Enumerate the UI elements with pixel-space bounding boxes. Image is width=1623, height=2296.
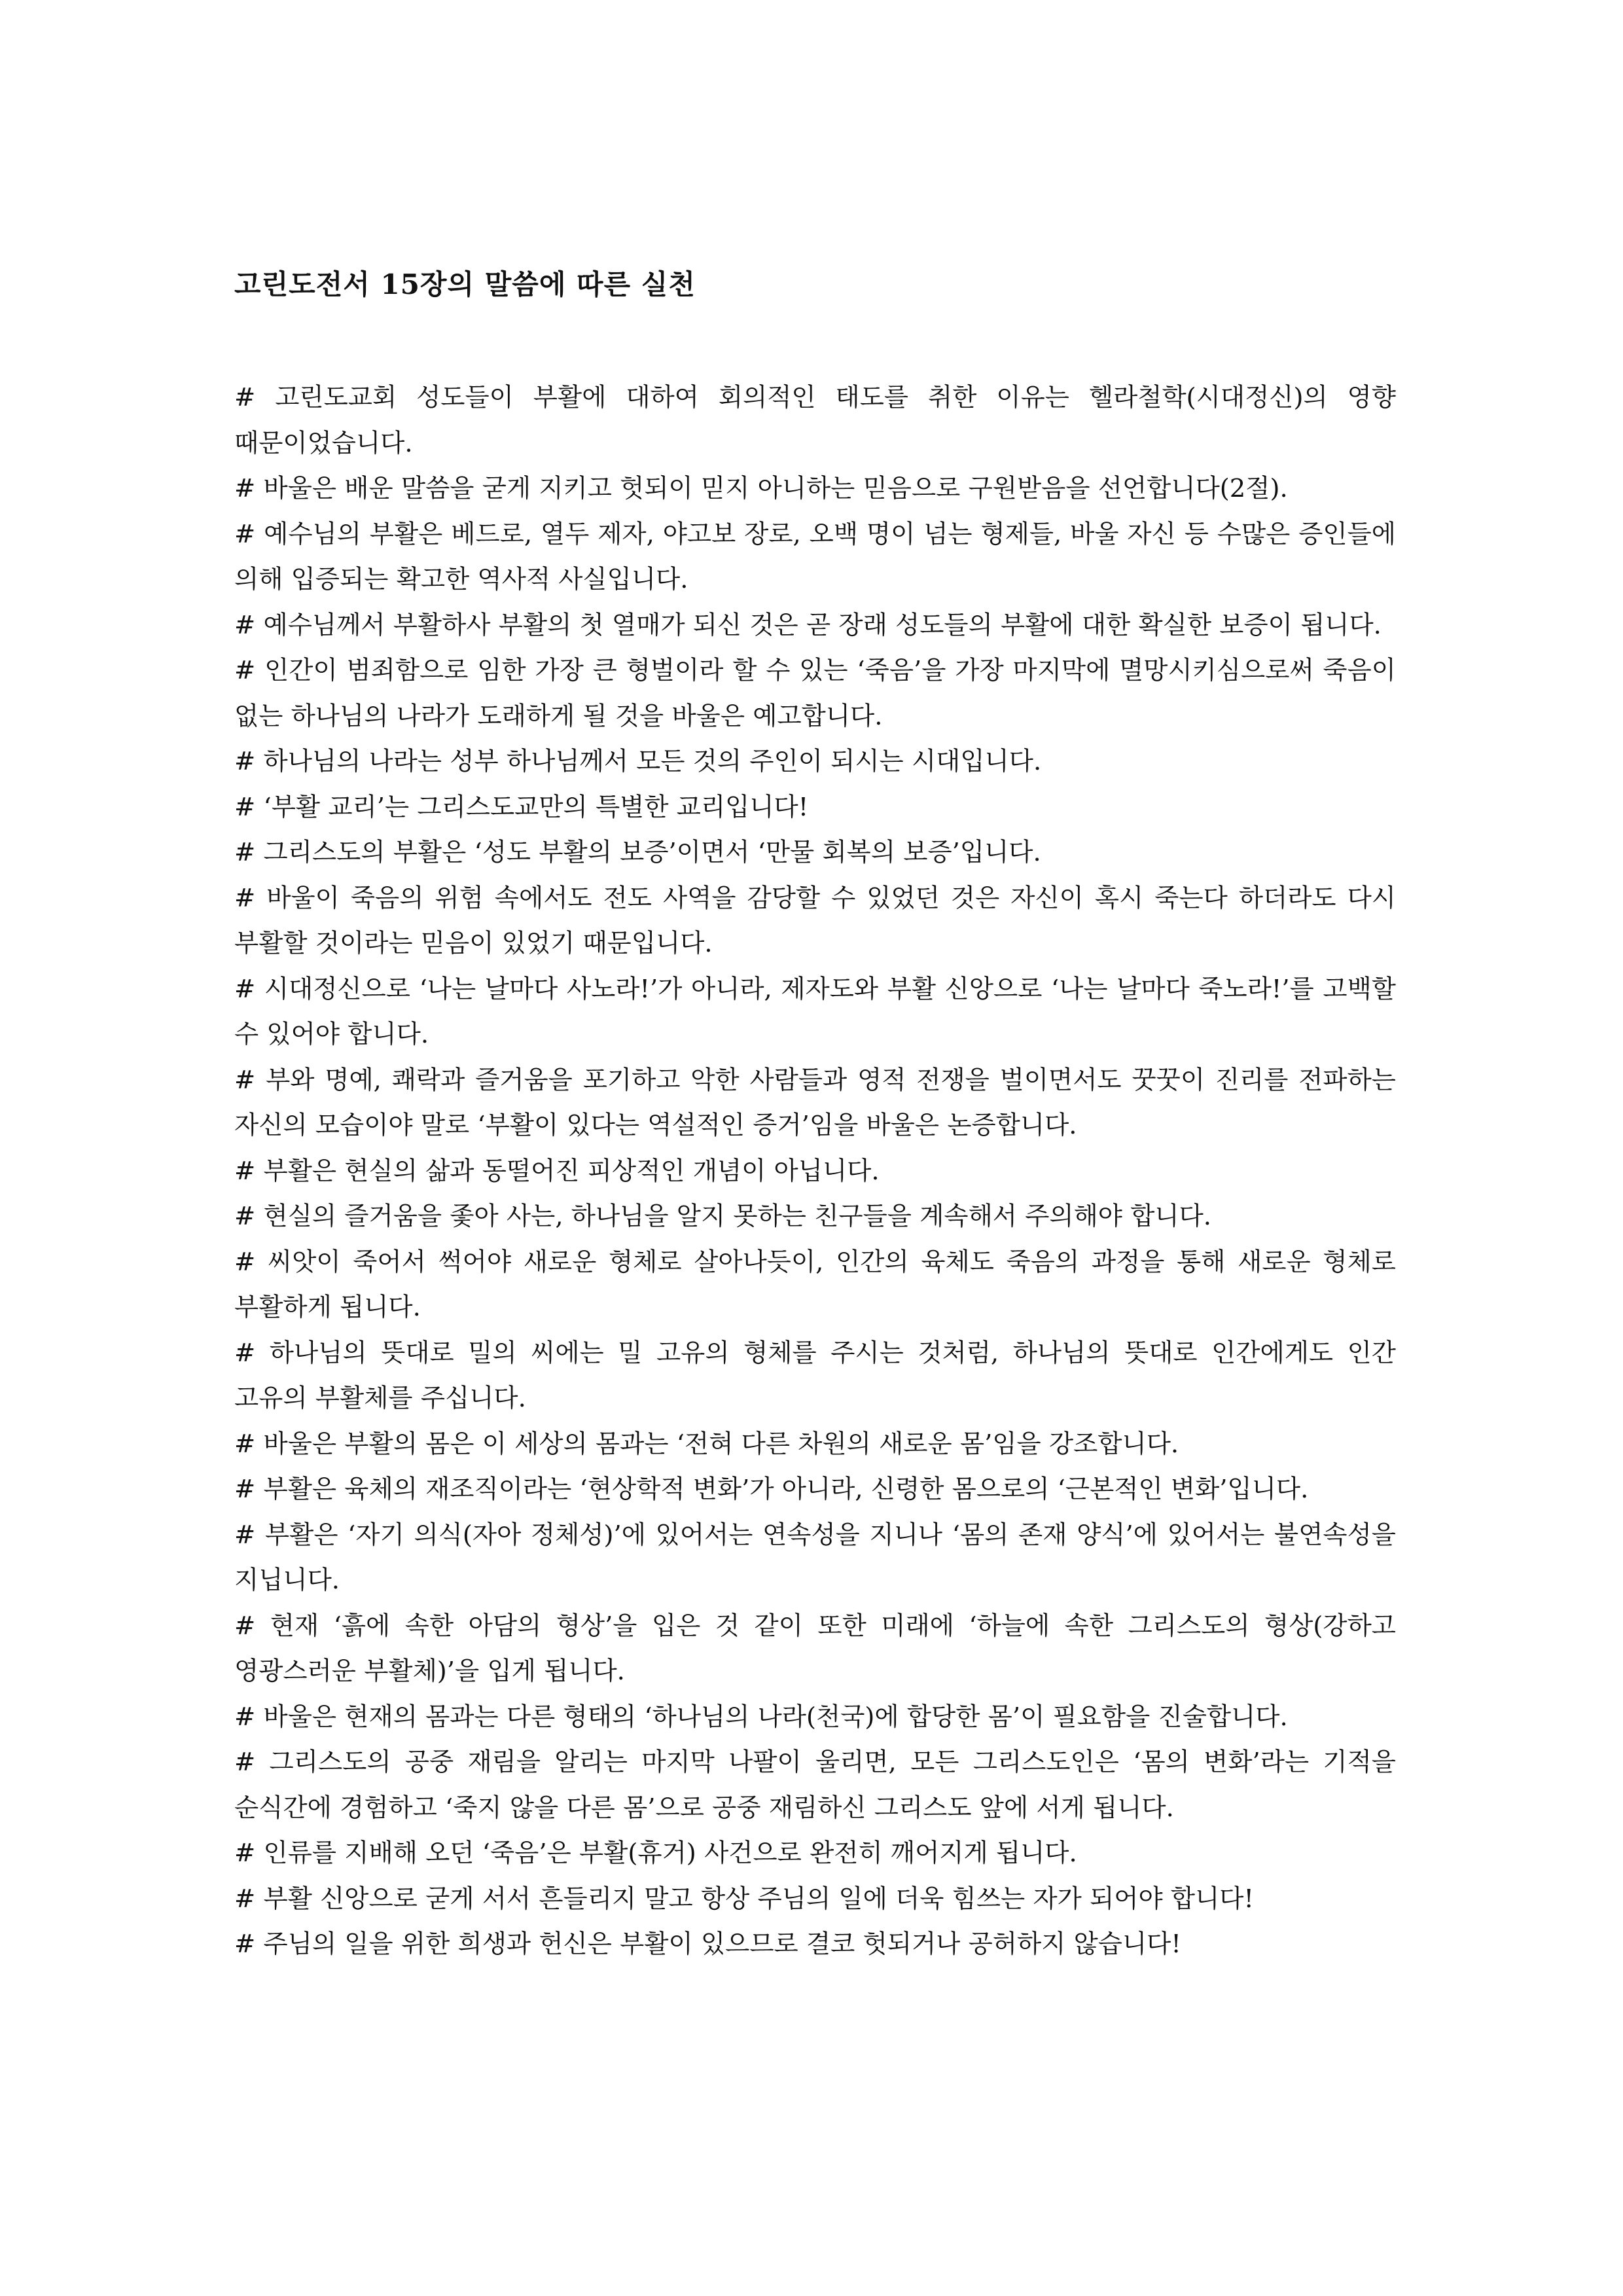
document-title: 고린도전서 15장의 말씀에 따른 실천 [234, 268, 696, 300]
list-item: # 인간이 범죄함으로 임한 가장 큰 형벌이라 할 수 있는 ‘죽음’을 가장 마지막에 멸망시키심으로써 죽음이 없는 하나님의 나라가 도래하게 될 것을 바울은 예고합니다. [234, 656, 1396, 731]
document-page [234, 265, 1396, 1967]
list-item: # ‘부활 교리’는 그리스도교만의 특별한 교리입니다! [234, 792, 809, 822]
list-item: # 고린도교회 성도들이 부활에 대하여 회의적인 태도를 취한 이유는 헬라철학(시대정신)의 영향 때문이었습니다. [234, 383, 1396, 458]
list-item: # 바울은 현재의 몸과는 다른 형태의 ‘하나님의 나라(천국)에 합당한 몸’이 필요함을 진술합니다. [234, 1702, 1288, 1732]
list-item: # 그리스도의 공중 재림을 알리는 마지막 나팔이 울리면, 모든 그리스도인은 ‘몸의 변화’라는 기적을 순식간에 경험하고 ‘죽지 않을 다른 몸’으로 공중 재림하신 그리스도 앞에 서게 됩니다. [234, 1748, 1396, 1823]
list-item: # 현실의 즐거움을 좇아 사는, 하나님을 알지 못하는 친구들을 계속해서 주의해야 합니다. [234, 1202, 1212, 1231]
list-item: # 시대정신으로 ‘나는 날마다 사노라!’가 아니라, 제자도와 부활 신앙으로 ‘나는 날마다 죽노라!’를 고백할 수 있어야 합니다. [234, 974, 1396, 1049]
list-item: # 부활은 현실의 삶과 동떨어진 피상적인 개념이 아닙니다. [234, 1156, 880, 1186]
list-item: # 바울은 부활의 몸은 이 세상의 몸과는 ‘전혀 다른 차원의 새로운 몸’임을 강조합니다. [234, 1429, 1179, 1459]
list-item: # 부와 명예, 쾌락과 즐거움을 포기하고 악한 사람들과 영적 전쟁을 벌이면서도 꿋꿋이 진리를 전파하는 자신의 모습이야 말로 ‘부활이 있다는 역설적인 증거’임을 바울은 논증합니다. [234, 1065, 1396, 1140]
list-item: # 인류를 지배해 오던 ‘죽음’은 부활(휴거) 사건으로 완전히 깨어지게 됩니다. [234, 1839, 1077, 1868]
list-item: # 현재 ‘흙에 속한 아담의 형상’을 입은 것 같이 또한 미래에 ‘하늘에 속한 그리스도의 형상(강하고 영광스러운 부활체)’을 입게 됩니다. [234, 1611, 1396, 1686]
list-item: # 부활 신앙으로 굳게 서서 흔들리지 말고 항상 주님의 일에 더욱 힘쓰는 자가 되어야 합니다! [234, 1884, 1254, 1914]
list-item: # 씨앗이 죽어서 썩어야 새로운 형체로 살아나듯이, 인간의 육체도 죽음의 과정을 통해 새로운 형체로 부활하게 됩니다. [234, 1247, 1396, 1322]
list-item: # 부활은 육체의 재조직이라는 ‘현상학적 변화’가 아니라, 신령한 몸으로의 ‘근본적인 변화’입니다. [234, 1475, 1309, 1504]
list-item: # 예수님께서 부활하사 부활의 첫 열매가 되신 것은 곧 장래 성도들의 부활에 대한 확실한 보증이 됩니다. [234, 610, 1382, 640]
list-item: # 바울이 죽음의 위험 속에서도 전도 사역을 감당할 수 있었던 것은 자신이 혹시 죽는다 하더라도 다시 부활할 것이라는 믿음이 있었기 때문입니다. [234, 883, 1396, 958]
list-item: # 주님의 일을 위한 희생과 헌신은 부활이 있으므로 결코 헛되거나 공허하지 않습니다! [234, 1929, 1181, 1959]
list-item: # 하나님의 뜻대로 밀의 씨에는 밀 고유의 형체를 주시는 것처럼, 하나님의 뜻대로 인간에게도 인간 고유의 부활체를 주십니다. [234, 1338, 1396, 1413]
list-item: # 예수님의 부활은 베드로, 열두 제자, 야고보 장로, 오백 명이 넘는 형제들, 바울 자신 등 수많은 증인들에 의해 입증되는 확고한 역사적 사실입니다. [234, 519, 1396, 594]
list-item: # 하나님의 나라는 성부 하나님께서 모든 것의 주인이 되시는 시대입니다. [234, 747, 1042, 776]
list-item: # 바울은 배운 말씀을 굳게 지키고 헛되이 믿지 아니하는 믿음으로 구원받음을 선언합니다(2절). [234, 474, 1288, 503]
practice-list [234, 375, 1396, 1967]
list-item: # 부활은 ‘자기 의식(자아 정체성)’에 있어서는 연속성을 지니나 ‘몸의 존재 양식’에 있어서는 불연속성을 지닙니다. [234, 1520, 1396, 1595]
list-item: # 그리스도의 부활은 ‘성도 부활의 보증’이면서 ‘만물 회복의 보증’입니다. [234, 838, 1041, 867]
